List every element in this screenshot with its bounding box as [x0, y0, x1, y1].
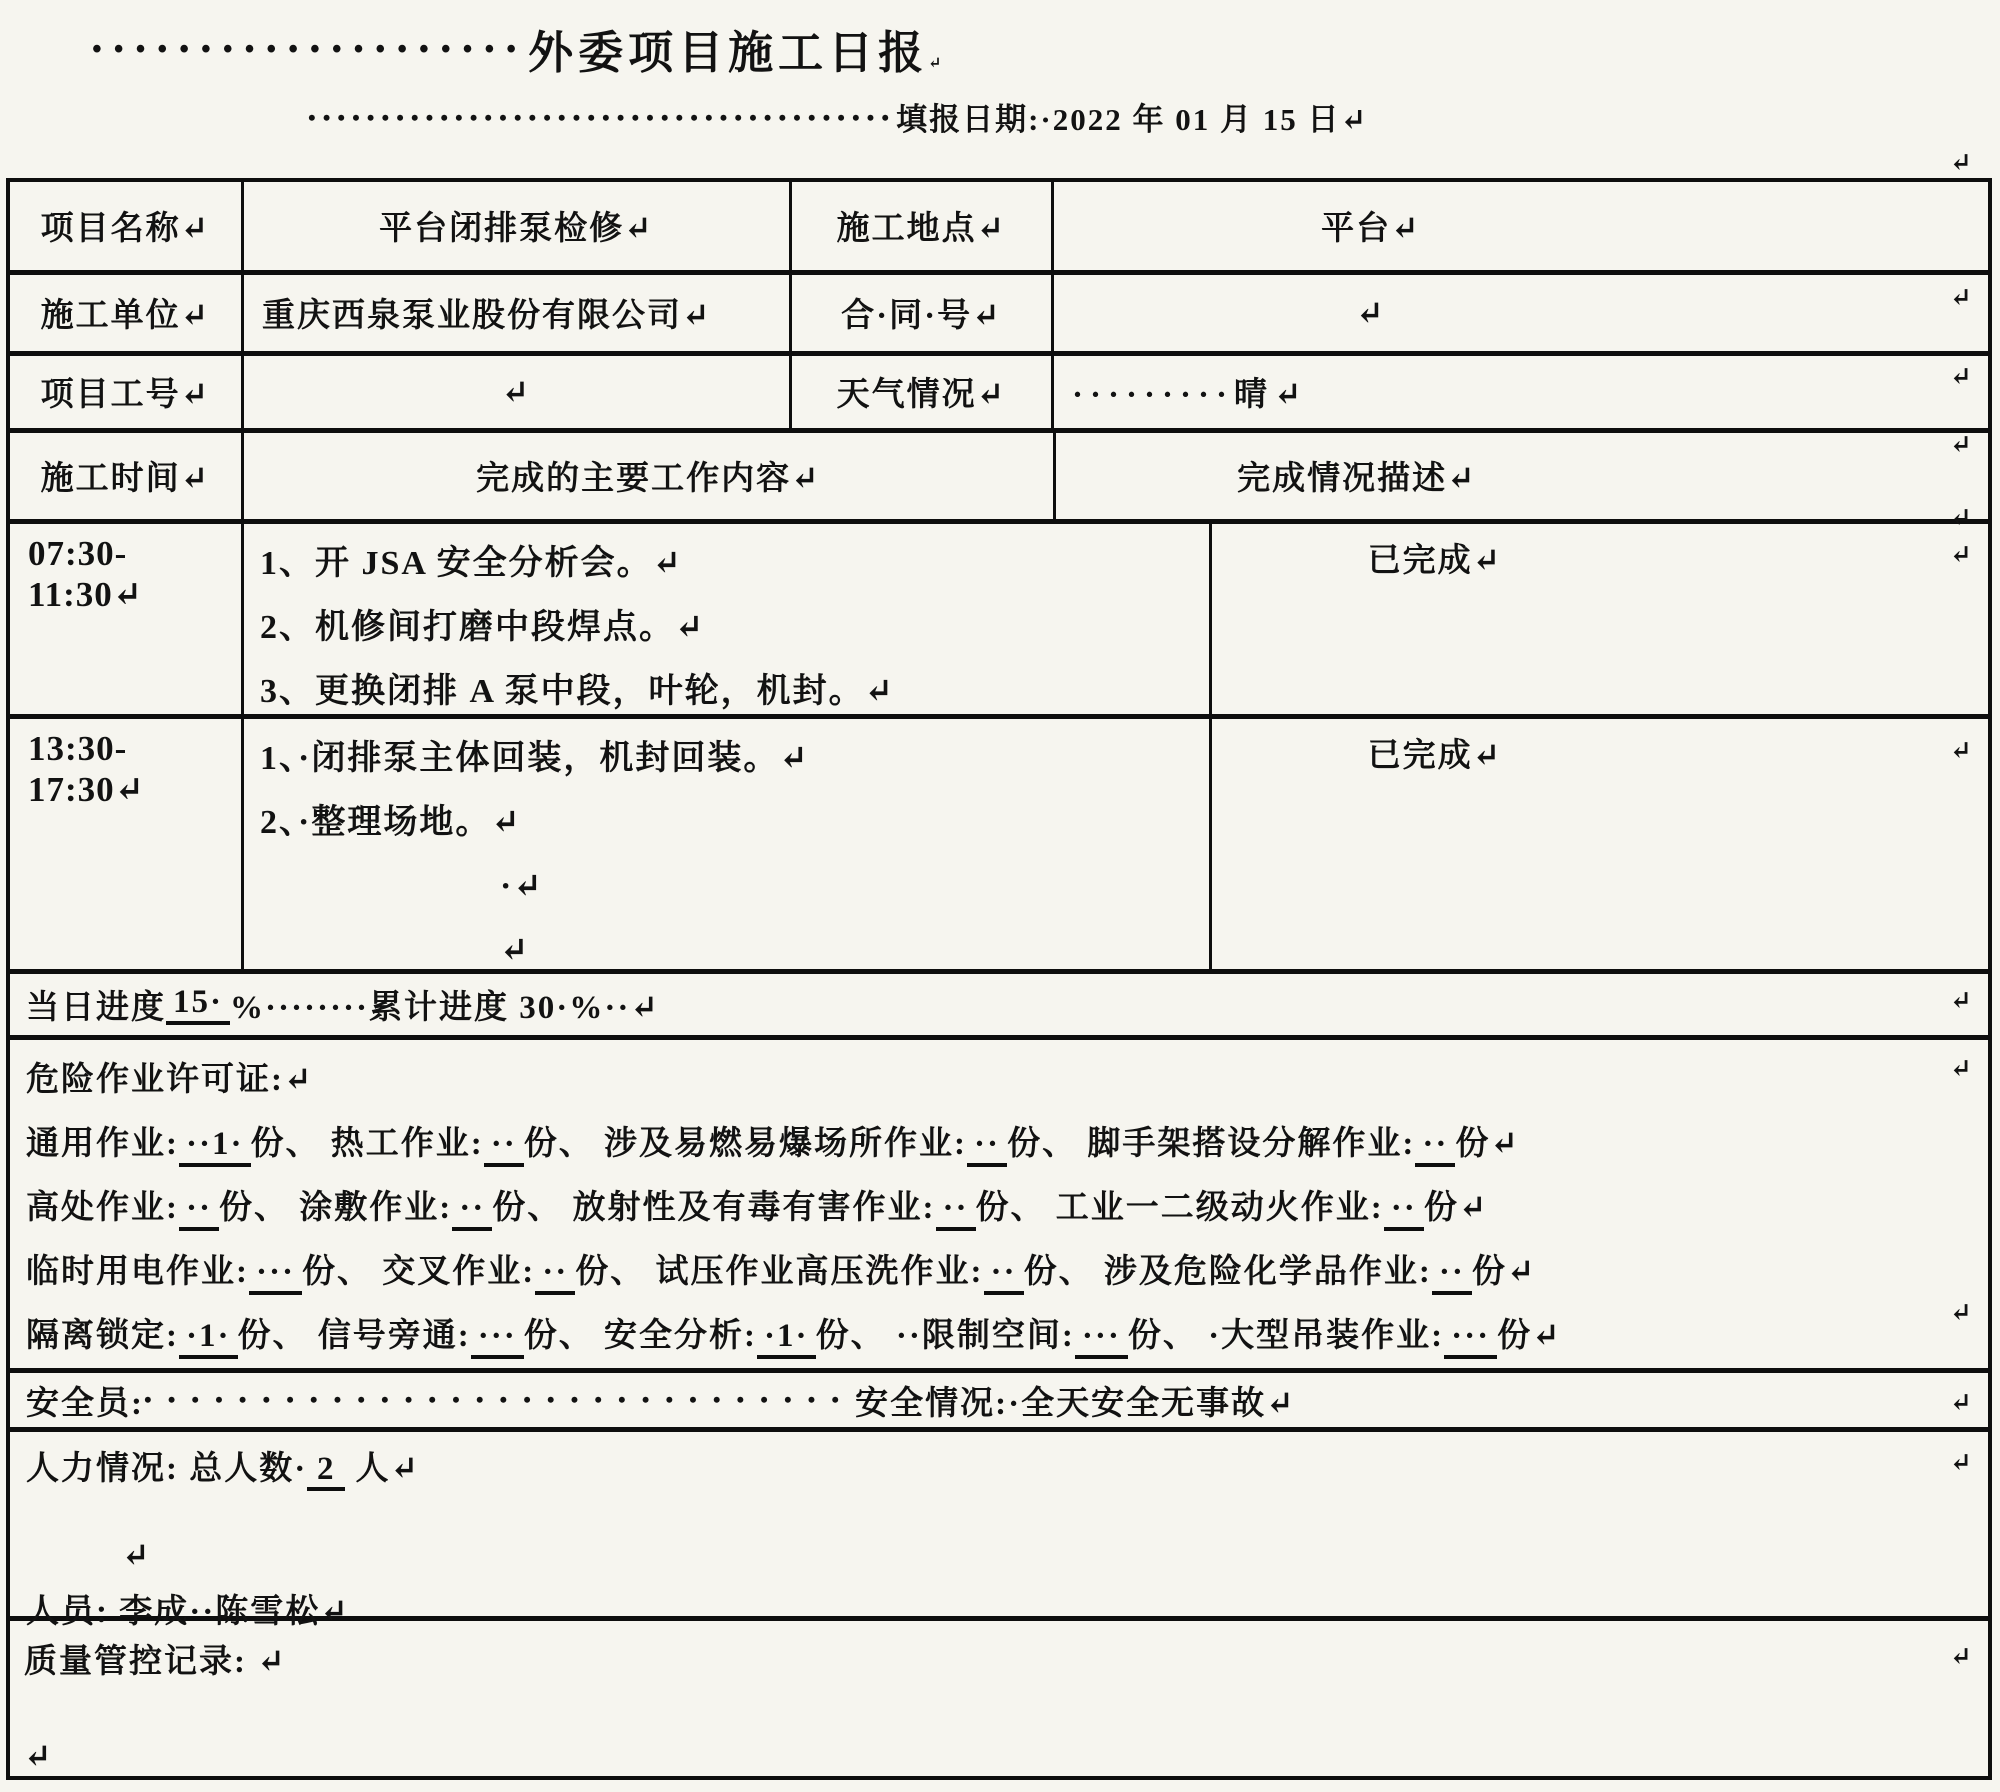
paragraph-mark: ↵: [1340, 102, 1369, 137]
work-time: 07:30-11:30↵: [10, 524, 244, 714]
manpower-section: [10, 1432, 1988, 1631]
permit-suffix: 份、: [219, 1190, 290, 1227]
permit-count-blank: ··: [1432, 1254, 1472, 1294]
permit-count-blank: ··: [1415, 1126, 1455, 1166]
page-title: 外委项目施工日报: [528, 28, 929, 78]
location-value: 平台↵: [1321, 211, 1421, 248]
permit-count-blank: ··1·: [179, 1126, 251, 1166]
project-no-label: 项目工号↵: [10, 356, 244, 428]
table-row: [10, 182, 1988, 275]
doc-title-line: [92, 16, 943, 81]
location-label: 施工地点↵: [792, 182, 1054, 270]
work-line: ↵: [500, 931, 531, 969]
permit-suffix: 份↵: [1423, 1190, 1489, 1227]
safety-officer-label: 安全员:: [26, 1385, 144, 1422]
permit-count-blank: ··: [967, 1126, 1007, 1166]
permit-suffix: 份、: [815, 1318, 886, 1355]
permit-suffix: 份、: [250, 1126, 321, 1163]
contract-no-value: ↵: [1356, 295, 1386, 332]
permit-suffix: 份↵: [1471, 1254, 1537, 1291]
paragraph-mark: ↵: [928, 55, 944, 72]
project-name-value: 平台闭排泵检修↵: [244, 182, 792, 270]
quality-heading: 质量管控记录: ↵: [24, 1644, 287, 1681]
date-leader-dots: ••••••••••••••••••••••••••••••••••••••••: [308, 105, 897, 130]
safety-row: [10, 1373, 1988, 1432]
permits-line-4: [26, 1304, 1988, 1368]
row-end-mark: ↵: [1950, 430, 1972, 459]
permit-count-blank: ··: [484, 1126, 524, 1166]
permit-label: 高处作业:: [26, 1190, 179, 1227]
permit-label: 试压作业高压洗作业:: [655, 1254, 984, 1291]
work-line: 3、更换闭排 A 泵中段，叶轮，机封。↵: [260, 672, 896, 710]
headcount-line: [26, 1442, 1988, 1491]
work-status: 已完成↵: [1367, 542, 1503, 579]
safety-leader-dots: ••••••••••••••••••••••••••••••: [144, 1387, 856, 1413]
permit-suffix: 份、: [575, 1254, 646, 1291]
row-end-mark: ↵: [1950, 1054, 1972, 1083]
headcount-prefix: 人力情况: 总人数·: [26, 1451, 308, 1488]
contractor-label: 施工单位↵: [10, 275, 244, 351]
permit-suffix: 份↵: [1455, 1126, 1520, 1163]
permit-label: ··限制空间:: [895, 1318, 1075, 1355]
permit-count-blank: ···: [1075, 1318, 1128, 1358]
permit-suffix: 份、: [523, 1126, 594, 1163]
permit-label: 交叉作业:: [382, 1254, 536, 1291]
permit-label: 隔离锁定:: [26, 1318, 179, 1355]
row-end-mark: ↵: [1950, 1388, 1972, 1417]
permit-label: ·大型吊装作业:: [1208, 1318, 1445, 1355]
weather-label: 天气情况↵: [792, 356, 1054, 428]
daily-progress-value: 15·: [166, 984, 230, 1024]
safety-status-label: 安全情况:: [855, 1385, 1009, 1422]
row-end-mark: ↵: [1950, 283, 1972, 312]
work-status-header: 完成情况描述↵: [1237, 461, 1477, 498]
permit-suffix: 份、: [492, 1190, 563, 1227]
row-end-mark: ↵: [1950, 1642, 1972, 1671]
permit-suffix: 份、: [237, 1318, 308, 1355]
permits-heading: 危险作业许可证:↵: [26, 1062, 314, 1099]
permits-row: [10, 1040, 1988, 1373]
permit-count-blank: ··: [452, 1190, 492, 1230]
permit-count-blank: ·1·: [179, 1318, 238, 1358]
row-end-mark: ↵: [1950, 1448, 1972, 1477]
row-end-mark: ↵: [1950, 540, 1972, 569]
quality-row: [10, 1621, 1988, 1776]
permit-count-blank: ··: [535, 1254, 575, 1294]
permit-count-blank: ··: [936, 1190, 976, 1230]
row-end-mark: ↵: [1950, 362, 1972, 391]
permit-label: 通用作业:: [26, 1126, 179, 1163]
work-time-header: 施工时间↵: [10, 433, 244, 519]
permit-count-blank: ··: [1384, 1190, 1424, 1230]
row-end-mark: ↵: [1950, 148, 1972, 177]
work-line: 2、·整理场地。↵: [260, 803, 522, 841]
permit-suffix: 份、: [975, 1190, 1046, 1227]
permit-count-blank: ·1·: [757, 1318, 816, 1358]
permit-suffix: 份、: [523, 1318, 594, 1355]
work-line: 2、机修间打磨中段焊点。↵: [260, 608, 706, 646]
paragraph-mark: ↵: [122, 1538, 152, 1575]
permit-count-blank: ··: [179, 1190, 219, 1230]
work-content-header: 完成的主要工作内容↵: [244, 433, 1056, 519]
permit-label: 信号旁通:: [317, 1318, 471, 1355]
weather-value: ·········晴↵: [1072, 377, 1309, 414]
headcount-suffix: 人↵: [345, 1451, 421, 1488]
manpower-row: [10, 1432, 1988, 1631]
permit-label: 热工作业:: [330, 1126, 484, 1163]
progress-rest: %········累计进度 30·%··↵: [230, 990, 660, 1027]
report-date-line: [308, 94, 1369, 139]
permits-line-1: [26, 1112, 1988, 1176]
work-time: 13:30-17:30↵: [10, 719, 244, 969]
project-no-value: ↵: [244, 356, 792, 428]
permit-label: 涉及危险化学品作业:: [1103, 1254, 1432, 1291]
work-line: 1、开 JSA 安全分析会。↵: [260, 544, 684, 582]
table-row: [10, 275, 1988, 356]
permit-count-blank: ···: [1444, 1318, 1497, 1358]
permit-suffix: 份、: [1007, 1126, 1078, 1163]
permit-label: 放射性及有毒有害作业:: [572, 1190, 936, 1227]
work-row-afternoon: [10, 719, 1988, 974]
contract-no-label: 合·同·号↵: [792, 275, 1054, 351]
permit-count-blank: ···: [249, 1254, 302, 1294]
paragraph-mark: ↵: [24, 1739, 54, 1776]
work-line: ·↵: [500, 867, 544, 905]
progress-line: [10, 974, 1988, 1035]
permit-label: 涂敷作业:: [299, 1190, 453, 1227]
report-form-table: [6, 178, 1992, 1780]
headcount-value: 2: [307, 1451, 345, 1491]
permit-suffix: 份、: [302, 1254, 373, 1291]
permits-line-3: [26, 1240, 1988, 1304]
permit-suffix: 份、: [1023, 1254, 1094, 1291]
permit-count-blank: ···: [471, 1318, 524, 1358]
work-line: 1、·闭排泵主体回装，机封回装。↵: [260, 739, 810, 777]
permit-label: 涉及易燃易爆场所作业:: [604, 1126, 968, 1163]
row-end-mark: ↵: [1950, 503, 1972, 532]
contractor-value: 重庆西泉泵业股份有限公司↵: [244, 275, 792, 351]
safety-line: [10, 1373, 1988, 1427]
permit-suffix: 份、: [1127, 1318, 1198, 1355]
personnel-line: 人员: 李成··陈雪松↵: [26, 1594, 350, 1631]
permit-label: 脚手架搭设分解作业:: [1087, 1126, 1416, 1163]
work-content: [244, 719, 1212, 969]
permits-section: [10, 1040, 1988, 1368]
permit-label: 工业一二级动火作业:: [1055, 1190, 1384, 1227]
progress-row: [10, 974, 1988, 1040]
report-date: 填报日期:·2022 年 01 月 15 日: [896, 102, 1341, 137]
work-header-row: [10, 433, 1988, 524]
title-leader-dots: ••••••••••••••••••••: [92, 34, 529, 65]
row-end-mark: ↵: [1950, 986, 1972, 1015]
permit-count-blank: ··: [984, 1254, 1024, 1294]
row-end-mark: ↵: [1950, 1298, 1972, 1327]
work-row-morning: [10, 524, 1988, 719]
permit-label: 临时用电作业:: [26, 1254, 249, 1291]
safety-status-value: ·全天安全无事故↵: [1008, 1385, 1296, 1422]
work-status: 已完成↵: [1367, 737, 1503, 774]
permit-suffix: 份↵: [1497, 1318, 1562, 1355]
quality-section: [10, 1621, 1988, 1776]
permits-line-2: [26, 1176, 1988, 1240]
permit-label: 安全分析:: [604, 1318, 758, 1355]
row-end-mark: ↵: [1950, 736, 1972, 765]
work-content: [244, 524, 1212, 714]
table-row: [10, 356, 1988, 433]
project-name-label: 项目名称↵: [10, 182, 244, 270]
progress-prefix: 当日进度: [26, 990, 166, 1027]
